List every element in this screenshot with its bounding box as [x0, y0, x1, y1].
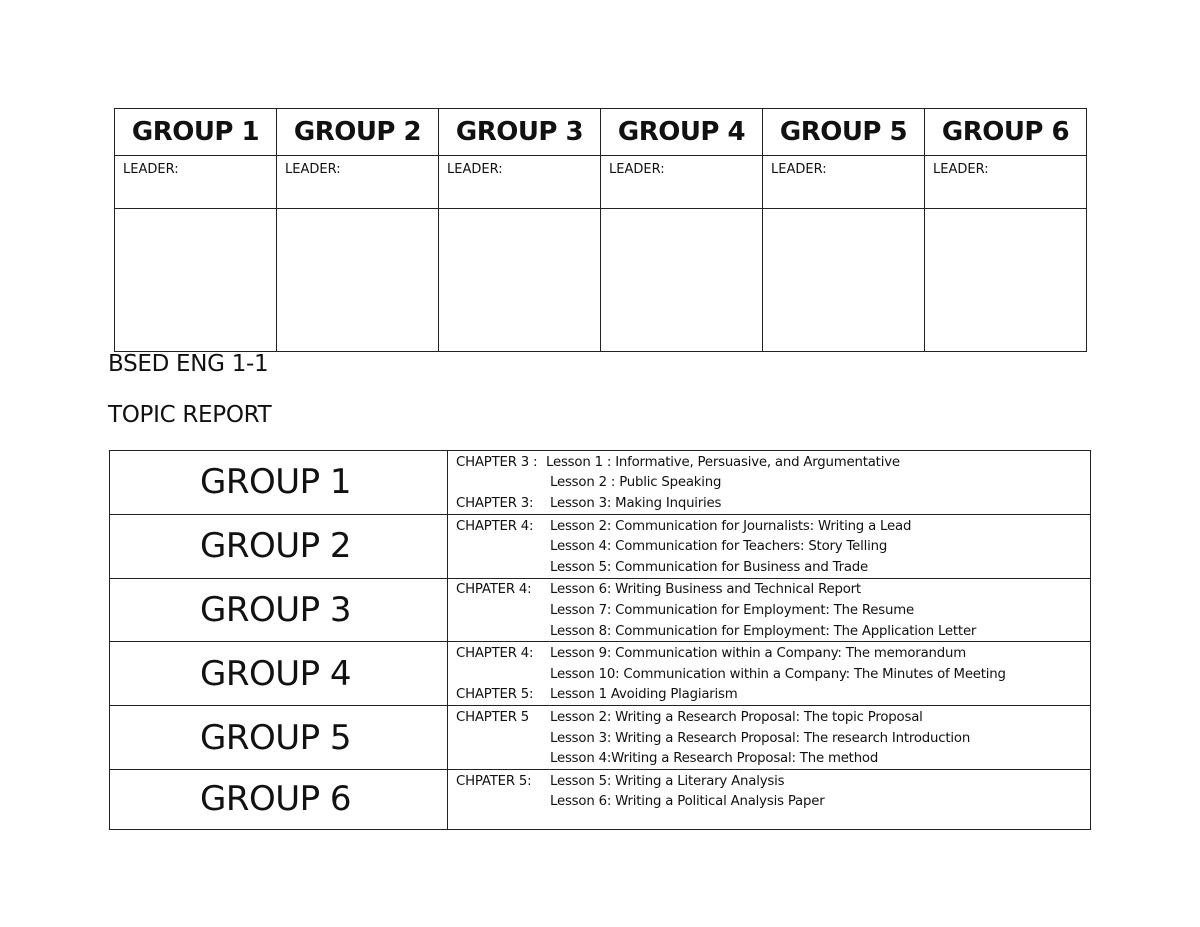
group-header: GROUP 6	[925, 109, 1087, 156]
topic-group-name: GROUP 5	[110, 706, 448, 770]
lesson-title: Lesson 10: Communication within a Company: The Minutes of Meeting	[550, 666, 1006, 682]
members-cell	[115, 209, 277, 352]
lesson-title: Lesson 6: Writing a Political Analysis Paper	[550, 794, 825, 810]
lesson-title: Lesson 3: Writing a Research Proposal: The research Introduction	[550, 730, 971, 746]
lesson-line	[456, 536, 1090, 557]
members-cell	[601, 209, 763, 352]
lesson-line	[456, 516, 1090, 537]
chapter-label: CHPATER 5:	[456, 773, 532, 789]
leader-row	[115, 156, 1087, 209]
lesson-line	[456, 728, 1090, 749]
lesson-title: Lesson 5: Communication for Business and Trade	[550, 559, 869, 575]
group-header: GROUP 3	[439, 109, 601, 156]
group-header: GROUP 2	[277, 109, 439, 156]
topic-lessons-cell	[448, 451, 1091, 515]
lesson-title: Lesson 3: Making Inquiries	[550, 495, 722, 511]
topic-row	[110, 451, 1091, 515]
chapter-label: CHAPTER 5:	[456, 687, 534, 703]
lesson-line	[456, 664, 1090, 685]
chapter-label: CHAPTER 3 :	[456, 454, 538, 470]
topic-group-name: GROUP 6	[110, 769, 448, 829]
group-leader-table	[114, 108, 1087, 352]
lesson-line	[456, 580, 1090, 601]
chapter-label: CHAPTER 5	[456, 709, 530, 725]
group-header: GROUP 1	[115, 109, 277, 156]
chapter-label: CHAPTER 4:	[456, 518, 534, 534]
chapter-label: CHAPTER 3:	[456, 495, 534, 511]
lesson-line	[456, 707, 1090, 728]
topic-group-name: GROUP 2	[110, 514, 448, 578]
topic-lessons-cell	[448, 578, 1091, 642]
leader-label: LEADER:	[115, 156, 277, 209]
members-cell	[763, 209, 925, 352]
topic-lessons-cell	[448, 514, 1091, 578]
chapter-label: CHPATER 4:	[456, 582, 532, 598]
section-title: BSED ENG 1-1	[108, 351, 269, 377]
lesson-line	[456, 771, 1090, 792]
topic-group-name: GROUP 3	[110, 578, 448, 642]
lesson-line	[456, 621, 1090, 642]
lesson-line	[456, 557, 1090, 578]
lesson-title: Lesson 1 : Informative, Persuasive, and Argumentative	[546, 454, 900, 470]
lesson-line	[456, 685, 1090, 706]
leader-label: LEADER:	[763, 156, 925, 209]
lesson-line	[456, 792, 1090, 813]
lesson-title: Lesson 2: Communication for Journalists: Writing a Lead	[550, 518, 912, 534]
leader-label: LEADER:	[601, 156, 763, 209]
topic-row	[110, 578, 1091, 642]
members-cell	[439, 209, 601, 352]
lesson-line	[456, 473, 1090, 494]
topic-row	[110, 706, 1091, 770]
lesson-line	[456, 452, 1090, 473]
topic-group-name: GROUP 4	[110, 642, 448, 706]
members-row	[115, 209, 1087, 352]
group-header: GROUP 4	[601, 109, 763, 156]
lesson-title: Lesson 4: Communication for Teachers: Story Telling	[550, 539, 888, 555]
group-header: GROUP 5	[763, 109, 925, 156]
lesson-title: Lesson 6: Writing Business and Technical Report	[550, 582, 861, 598]
topic-lessons-cell	[448, 706, 1091, 770]
lesson-title: Lesson 9: Communication within a Company: The memorandum	[550, 646, 966, 662]
lesson-title: Lesson 1 Avoiding Plagiarism	[550, 687, 738, 703]
topic-lessons-cell	[448, 642, 1091, 706]
leader-label: LEADER:	[277, 156, 439, 209]
lesson-title: Lesson 2: Writing a Research Proposal: The topic Proposal	[550, 709, 923, 725]
chapter-label: CHAPTER 4:	[456, 646, 534, 662]
lesson-line	[456, 748, 1090, 769]
lesson-line	[456, 600, 1090, 621]
topic-row	[110, 642, 1091, 706]
topic-lessons-cell	[448, 769, 1091, 829]
leader-label: LEADER:	[925, 156, 1087, 209]
lesson-line	[456, 643, 1090, 664]
section-subtitle: TOPIC REPORT	[108, 402, 272, 428]
group-header-row	[115, 109, 1087, 156]
lesson-title: Lesson 4:Writing a Research Proposal: The method	[550, 751, 879, 767]
lesson-title: Lesson 7: Communication for Employment: The Resume	[550, 602, 914, 618]
lesson-title: Lesson 8: Communication for Employment: The Application Letter	[550, 623, 977, 639]
lesson-title: Lesson 2 : Public Speaking	[550, 475, 722, 491]
topic-group-name: GROUP 1	[110, 451, 448, 515]
members-cell	[277, 209, 439, 352]
leader-label: LEADER:	[439, 156, 601, 209]
topic-row	[110, 769, 1091, 829]
lesson-title: Lesson 5: Writing a Literary Analysis	[550, 773, 785, 789]
topic-report-table	[109, 450, 1091, 830]
members-cell	[925, 209, 1087, 352]
topic-row	[110, 514, 1091, 578]
lesson-line	[456, 493, 1090, 514]
